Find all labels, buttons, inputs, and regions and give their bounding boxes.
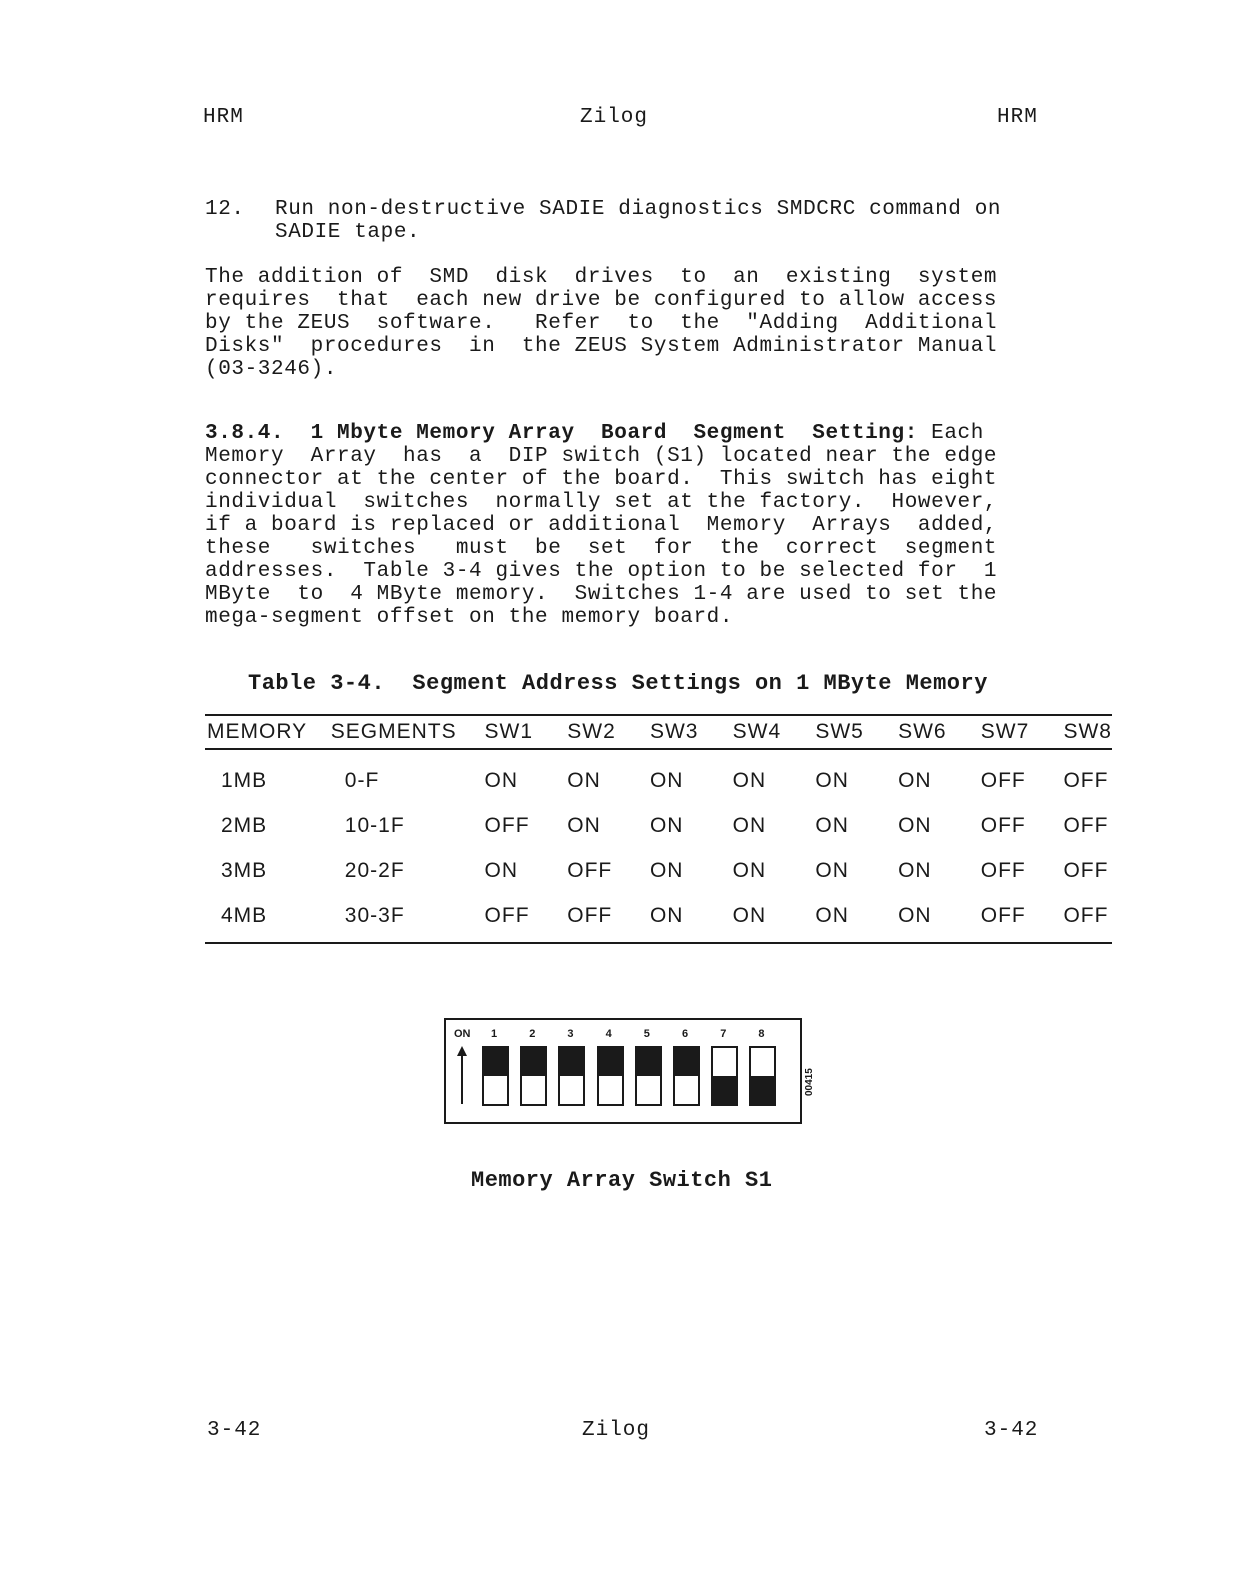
paragraph-smd-disks bbox=[205, 266, 997, 381]
switch-knob bbox=[675, 1048, 698, 1076]
switch-number-label: 8 bbox=[758, 1028, 765, 1040]
table-row bbox=[205, 749, 1112, 803]
section-heading-tail: Each bbox=[917, 422, 984, 445]
switch-number-label: 6 bbox=[682, 1028, 689, 1040]
table-cell: OFF bbox=[980, 768, 1026, 792]
switch-number-label: 1 bbox=[491, 1028, 498, 1040]
table-cell: ON bbox=[648, 893, 731, 943]
table-cell: ON bbox=[815, 768, 849, 792]
table-cell: ON bbox=[898, 858, 932, 882]
col-header-sw2: SW2 bbox=[565, 715, 648, 749]
switch-knob bbox=[599, 1048, 622, 1076]
table-caption: Table 3-4. Segment Address Settings on 1 MByte Memory bbox=[248, 671, 988, 696]
section-heading-line bbox=[205, 422, 997, 445]
col-header-sw7: SW7 bbox=[979, 715, 1062, 749]
table-row bbox=[205, 803, 1112, 848]
table-header-row bbox=[205, 715, 1112, 749]
step-text-line1: Run non-destructive SADIE diagnostics SMDCRC command on bbox=[275, 198, 1002, 221]
table-cell: 10-1F bbox=[344, 813, 405, 837]
table-cell: OFF bbox=[483, 893, 566, 943]
step-number: 12. bbox=[205, 198, 245, 221]
table-cell: 20-2F bbox=[344, 858, 405, 882]
switch-number-label: 5 bbox=[643, 1028, 650, 1040]
section-line: mega-segment offset on the memory board. bbox=[205, 606, 734, 629]
switch-number-label: 7 bbox=[720, 1028, 727, 1040]
table-cell: ON bbox=[649, 768, 684, 792]
paragraph-line: by the ZEUS software. Refer to the "Adding Additional bbox=[205, 312, 998, 335]
table-cell: ON bbox=[567, 768, 601, 792]
table-cell: ON bbox=[898, 813, 932, 837]
table-cell: 0-F bbox=[344, 768, 380, 792]
on-label: ON bbox=[454, 1028, 471, 1040]
col-header-sw4: SW4 bbox=[731, 715, 814, 749]
figure-code: 00415 bbox=[804, 1068, 815, 1096]
switch-knob bbox=[560, 1048, 583, 1076]
section-line: if a board is replaced or additional Memory Arrays added, bbox=[205, 514, 998, 537]
header-left: HRM bbox=[203, 106, 244, 129]
table-cell: ON bbox=[731, 893, 814, 943]
table-cell: ON bbox=[815, 813, 849, 837]
table-cell: ON bbox=[649, 858, 684, 882]
section-line: MByte to 4 MByte memory. Switches 1-4 are used to set the bbox=[205, 583, 998, 606]
section-line: individual switches normally set at the factory. However, bbox=[205, 491, 998, 514]
table-cell: OFF bbox=[1063, 768, 1109, 792]
paragraph-line: requires that each new drive be configured to allow access bbox=[205, 289, 998, 312]
col-header-sw6: SW6 bbox=[896, 715, 979, 749]
table-cell: ON bbox=[813, 893, 896, 943]
table-cell: 3MB bbox=[221, 858, 268, 882]
table-cell: OFF bbox=[1063, 813, 1109, 837]
paragraph-line: (03-3246). bbox=[205, 358, 338, 381]
section-heading: 3.8.4. 1 Mbyte Memory Array Board Segment Setting: bbox=[205, 422, 918, 445]
table-cell: ON bbox=[732, 813, 767, 837]
up-arrow-icon bbox=[456, 1046, 468, 1106]
col-header-memory: MEMORY bbox=[205, 715, 329, 749]
footer-right: 3-42 bbox=[984, 1419, 1039, 1442]
table-cell: ON bbox=[815, 858, 849, 882]
paragraph-line: The addition of SMD disk drives to an existing system bbox=[205, 266, 998, 289]
dip-switch-diagram bbox=[444, 1018, 802, 1124]
table-cell: ON bbox=[484, 768, 519, 792]
switch-number-label: 4 bbox=[605, 1028, 612, 1040]
section-line: connector at the center of the board. This switch has eight bbox=[205, 468, 998, 491]
table-cell: ON bbox=[649, 813, 684, 837]
switch-knob bbox=[637, 1048, 660, 1076]
table-cell: 4MB bbox=[205, 893, 329, 943]
switch-number-label: 2 bbox=[529, 1028, 536, 1040]
table-cell: 2MB bbox=[221, 813, 268, 837]
figure-caption: Memory Array Switch S1 bbox=[471, 1168, 773, 1193]
section-3-8-4 bbox=[205, 422, 997, 629]
col-header-sw5: SW5 bbox=[813, 715, 896, 749]
dip-switch-5 bbox=[635, 1046, 662, 1106]
section-line: Memory Array has a DIP switch (S1) located near the edge bbox=[205, 445, 998, 468]
table-cell: ON bbox=[567, 813, 601, 837]
section-line: addresses. Table 3-4 gives the option to be selected for 1 bbox=[205, 560, 998, 583]
table-cell: ON bbox=[898, 768, 932, 792]
header-center: Zilog bbox=[580, 106, 649, 129]
table-row bbox=[205, 848, 1112, 893]
table-row bbox=[205, 893, 1112, 943]
switch-knob bbox=[522, 1048, 545, 1076]
table-cell: 30-3F bbox=[329, 893, 483, 943]
table-cell: OFF bbox=[484, 813, 530, 837]
col-header-sw8: SW8 bbox=[1061, 715, 1112, 749]
table-cell: 1MB bbox=[221, 768, 268, 792]
table-cell: ON bbox=[896, 893, 979, 943]
dip-switch-2 bbox=[520, 1046, 547, 1106]
step-text-line2: SADIE tape. bbox=[275, 221, 421, 244]
segment-address-table bbox=[205, 714, 1112, 944]
col-header-sw1: SW1 bbox=[483, 715, 566, 749]
switch-number-label: 3 bbox=[567, 1028, 574, 1040]
table-cell: OFF bbox=[979, 893, 1062, 943]
switch-knob bbox=[751, 1076, 774, 1104]
col-header-sw3: SW3 bbox=[648, 715, 731, 749]
table-cell: OFF bbox=[1063, 858, 1109, 882]
footer-left: 3-42 bbox=[207, 1419, 262, 1442]
header-right: HRM bbox=[997, 106, 1038, 129]
table-cell: OFF bbox=[980, 858, 1026, 882]
dip-switch-1 bbox=[482, 1046, 509, 1106]
dip-switch-8 bbox=[749, 1046, 776, 1106]
section-line: these switches must be set for the correct segment bbox=[205, 537, 998, 560]
table-cell: ON bbox=[732, 858, 767, 882]
footer-center: Zilog bbox=[582, 1419, 651, 1442]
dip-switch-3 bbox=[558, 1046, 585, 1106]
switch-knob bbox=[484, 1048, 507, 1076]
table-cell: ON bbox=[732, 768, 767, 792]
table-cell: OFF bbox=[567, 858, 613, 882]
table-cell: OFF bbox=[565, 893, 648, 943]
table-cell: OFF bbox=[1061, 893, 1112, 943]
table-cell: ON bbox=[484, 858, 519, 882]
switch-knob bbox=[713, 1076, 736, 1104]
col-header-segments: SEGMENTS bbox=[329, 715, 483, 749]
dip-switch-7 bbox=[711, 1046, 738, 1106]
dip-switch-4 bbox=[597, 1046, 624, 1106]
dip-switch-6 bbox=[673, 1046, 700, 1106]
table-cell: OFF bbox=[980, 813, 1026, 837]
paragraph-line: Disks" procedures in the ZEUS System Administrator Manual bbox=[205, 335, 998, 358]
